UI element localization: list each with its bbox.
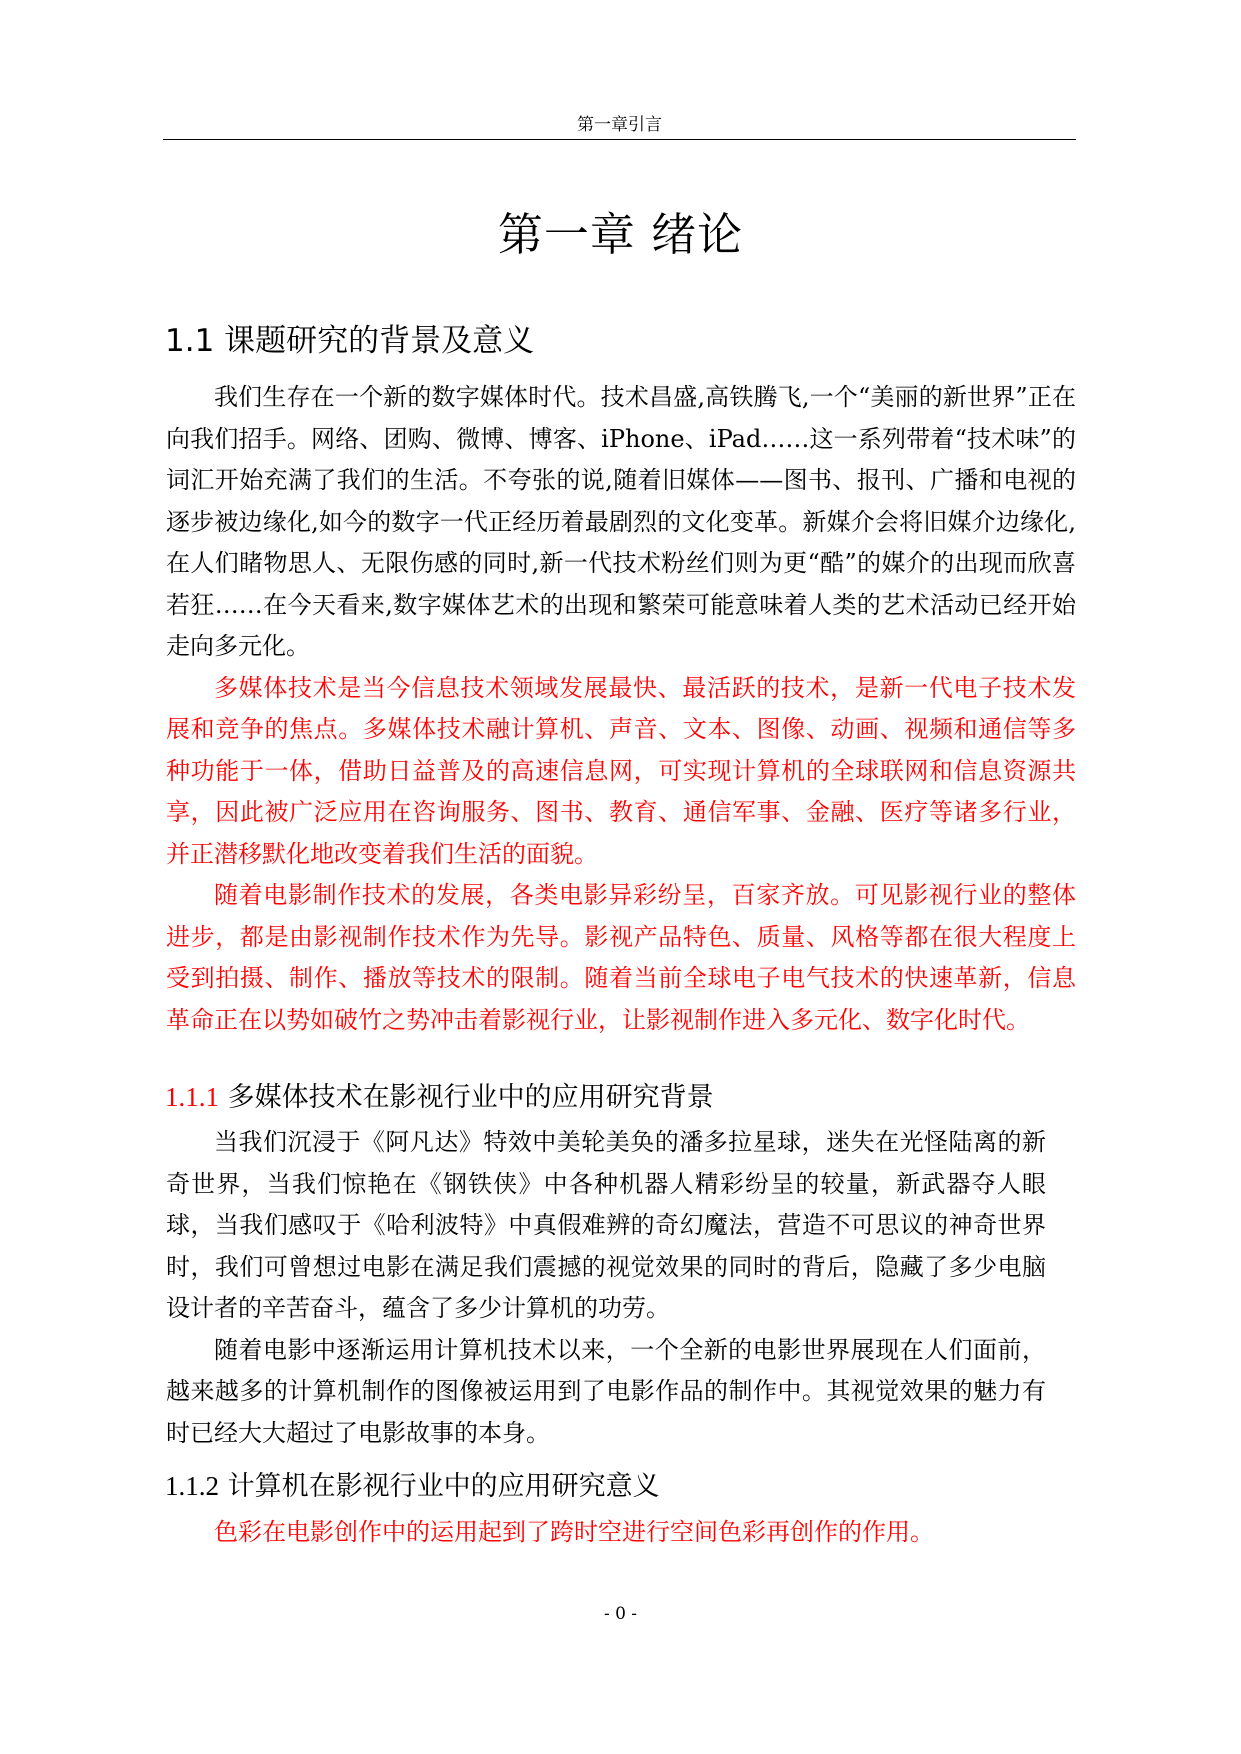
page-number: - 0 - [603, 1604, 638, 1624]
paragraph-film-tech: 随着电影制作技术的发展，各类电影异彩纷呈，百家齐放。可见影视行业的整体进步，都是由影视制作技术作为先导。影视产品特色、质量、风格等都在很大程度上受到拍摄、制作、播放等技术的限制。随着当前全球电子电气技术的快速革新，信息革命正在以势如破竹之势冲击着影视行业，让影视制作进入多元化、数字化时代。 [166, 881, 1076, 1034]
header-rule [163, 139, 1076, 140]
paragraph-avatar: 当我们沉浸于《阿凡达》特效中美轮美奂的潘多拉星球，迷失在光怪陆离的新奇世界，当我们惊艳在《钢铁侠》中各种机器人精彩纷呈的较量，新武器夺人眼球，当我们感叹于《哈利波特》中真假难辨的奇幻魔法，营造不可思议的神奇世界时，我们可曾想过电影在满足我们震撼的视觉效果的同时的背后，隐藏了多少电脑设计者的辛苦奋斗，蕴含了多少计算机的功劳。 [166, 1128, 1046, 1322]
section-heading-1-1-1 [165, 1077, 714, 1118]
section-title: 多媒体技术在影视行业中的应用研究背景 [219, 1082, 714, 1113]
section-1-1-body [166, 377, 1076, 1041]
section-number: 1.1.2 [165, 1471, 219, 1501]
paragraph-intro: 我们生存在一个新的数字媒体时代。技术昌盛,高铁腾飞,一个“美丽的新世界”正在向我们招手。网络、团购、微博、博客、iPhone、iPad……这一系列带着“技术味”的词汇开始充满了我们的生活。不夸张的说,随着旧媒体——图书、报刊、广播和电视的逐步被边缘化,如今的数字一代正经历着最剧烈的文化变革。新媒介会将旧媒介边缘化,在人们睹物思人、无限伤感的同时,新一代技术粉丝们则为更“酷”的媒介的出现而欣喜若狂……在今天看来,数字媒体艺术的出现和繁荣可能意味着人类的艺术活动已经开始走向多元化。 [166, 383, 1076, 660]
section-number: 1.1.1 [165, 1082, 219, 1112]
paragraph-color: 色彩在电影创作中的运用起到了跨时空进行空间色彩再创作的作用。 [214, 1518, 934, 1546]
running-header: 第一章引言 [577, 115, 662, 135]
section-1-1-1-body [166, 1122, 1046, 1454]
section-heading-1-1-2 [165, 1466, 660, 1507]
section-heading-1-1: 1.1 课题研究的背景及意义 [165, 323, 535, 359]
section-title: 计算机在影视行业中的应用研究意义 [219, 1471, 660, 1502]
paragraph-multimedia: 多媒体技术是当今信息技术领域发展最快、最活跃的技术，是新一代电子技术发展和竞争的焦点。多媒体技术融计算机、声音、文本、图像、动画、视频和通信等多种功能于一体，借助日益普及的高速信息网，可实现计算机的全球联网和信息资源共享，因此被广泛应用在咨询服务、图书、教育、通信军事、金融、医疗等诸多行业，并正潜移默化地改变着我们生活的面貌。 [166, 673, 1076, 868]
section-1-1-2-body [166, 1512, 1076, 1554]
chapter-title: 第一章 绪论 [497, 208, 744, 261]
paragraph-cg-images: 随着电影中逐渐运用计算机技术以来，一个全新的电影世界展现在人们面前，越来越多的计算机制作的图像被运用到了电影作品的制作中。其视觉效果的魅力有时已经大大超过了电影故事的本身。 [166, 1335, 1046, 1447]
